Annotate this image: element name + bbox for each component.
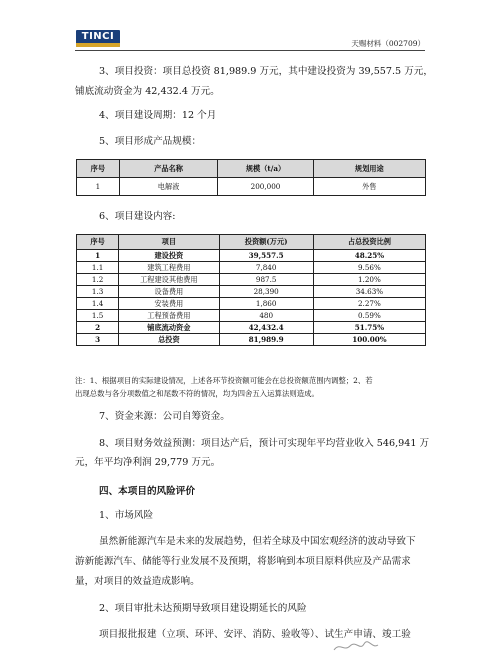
column-header: 投资额(万元) — [219, 235, 313, 250]
table-cell: 建设投资 — [119, 250, 219, 262]
table-cell: 9.56% — [313, 262, 425, 274]
column-header: 项目 — [119, 235, 219, 250]
table-cell: 工程建设其他费用 — [119, 274, 219, 286]
table-header-row — [77, 160, 426, 178]
table-cell: 480 — [219, 310, 313, 322]
table-cell: 2 — [77, 322, 119, 334]
investment-line-2: 铺底流动资金为 42,432.4 万元。 — [75, 86, 220, 97]
logo-text: TINCI — [81, 31, 115, 42]
section-heading: 四、本项目的风险评价 — [99, 486, 195, 497]
table-row — [77, 322, 426, 334]
table-header-row — [77, 235, 426, 250]
table-cell: 1.20% — [313, 274, 425, 286]
risk-1-line-2: 游新能源汽车、储能等行业发展不及预期，将影响到本项目原料供应及产品需求 — [75, 556, 411, 567]
table-row — [77, 298, 426, 310]
table-row — [77, 310, 426, 322]
column-header: 产品名称 — [119, 160, 218, 178]
table-cell: 0.59% — [313, 310, 425, 322]
construction-period: 4、项目建设周期：12 个月 — [99, 110, 217, 121]
financial-forecast-line-2: 元，年平均净利润 29,779 万元。 — [75, 457, 221, 468]
table-cell: 工程预备费用 — [119, 310, 219, 322]
table-row — [77, 178, 426, 196]
column-header: 规划用途 — [313, 160, 425, 178]
table-cell: 200,000 — [218, 178, 313, 196]
header-divider — [75, 50, 425, 51]
company-logo — [76, 30, 120, 47]
table-note-line-2: 出现总数与各分项数值之和尾数不符的情况，均为四舍五入运算法则造成。 — [75, 389, 319, 398]
table-cell: 2.27% — [313, 298, 425, 310]
table-cell: 1.5 — [77, 310, 119, 322]
table-cell: 28,390 — [219, 286, 313, 298]
risk-1-line-3: 量，对项目的效益造成影响。 — [75, 576, 200, 587]
table-row — [77, 262, 426, 274]
table-cell: 42,432.4 — [219, 322, 313, 334]
column-header: 序号 — [77, 235, 119, 250]
table-cell: 铺底流动资金 — [119, 322, 219, 334]
logo-strip — [76, 43, 120, 47]
column-header: 序号 — [77, 160, 120, 178]
investment-line-1: 3、项目投资：项目总投资 81,989.9 万元，其中建设投资为 39,557.5 万元， — [99, 66, 433, 77]
table-cell: 电解液 — [119, 178, 218, 196]
table-cell: 1.3 — [77, 286, 119, 298]
table-cell: 建筑工程费用 — [119, 262, 219, 274]
table-cell: 34.63% — [313, 286, 425, 298]
column-header: 占总投资比例 — [313, 235, 425, 250]
table-cell: 安装费用 — [119, 298, 219, 310]
investment-table — [76, 234, 426, 346]
table-row — [77, 334, 426, 346]
table-row — [77, 250, 426, 262]
risk-1-title: 1、市场风险 — [99, 510, 154, 521]
table-cell: 设备费用 — [119, 286, 219, 298]
table-cell: 1 — [77, 178, 120, 196]
table-cell: 1,860 — [219, 298, 313, 310]
table-cell: 39,557.5 — [219, 250, 313, 262]
table-cell: 1.2 — [77, 274, 119, 286]
table-cell: 总投资 — [119, 334, 219, 346]
table-cell: 1 — [77, 250, 119, 262]
fund-source: 7、资金来源：公司自筹资金。 — [99, 411, 230, 422]
table-row — [77, 274, 426, 286]
table-note-line-1: 注：1、根据项目的实际建设情况，上述各环节投资额可能会在总投资额范围内调整；2、若 — [75, 376, 373, 385]
column-header: 规模（t/a） — [218, 160, 313, 178]
risk-2-title: 2、项目审批未达预期导致项目建设期延长的风险 — [99, 603, 307, 614]
signature-mark — [332, 640, 380, 654]
construction-content-heading: 6、项目建设内容: — [99, 211, 176, 222]
table-cell: 51.75% — [313, 322, 425, 334]
table-cell: 48.25% — [313, 250, 425, 262]
table-row — [77, 286, 426, 298]
table-cell: 81,989.9 — [219, 334, 313, 346]
product-scale-table — [76, 159, 426, 196]
table-cell: 1.4 — [77, 298, 119, 310]
table-cell: 7,840 — [219, 262, 313, 274]
table-cell: 100.00% — [313, 334, 425, 346]
risk-2-line-1: 项目报批报建（立项、环评、安评、消防、验收等）、试生产申请、竣工验 — [99, 629, 411, 640]
company-name: 天赐材料（002709） — [351, 39, 425, 48]
financial-forecast-line-1: 8、项目财务效益预测：项目达产后，预计可实现年平均营业收入 546,941 万 — [99, 438, 430, 449]
table-cell: 3 — [77, 334, 119, 346]
table-cell: 987.5 — [219, 274, 313, 286]
table-cell: 1.1 — [77, 262, 119, 274]
table-cell: 外售 — [313, 178, 425, 196]
product-scale-heading: 5、项目形成产品规模： — [99, 136, 202, 147]
risk-1-line-1: 虽然新能源汽车是未来的发展趋势，但若全球及中国宏观经济的波动导致下 — [99, 536, 416, 547]
